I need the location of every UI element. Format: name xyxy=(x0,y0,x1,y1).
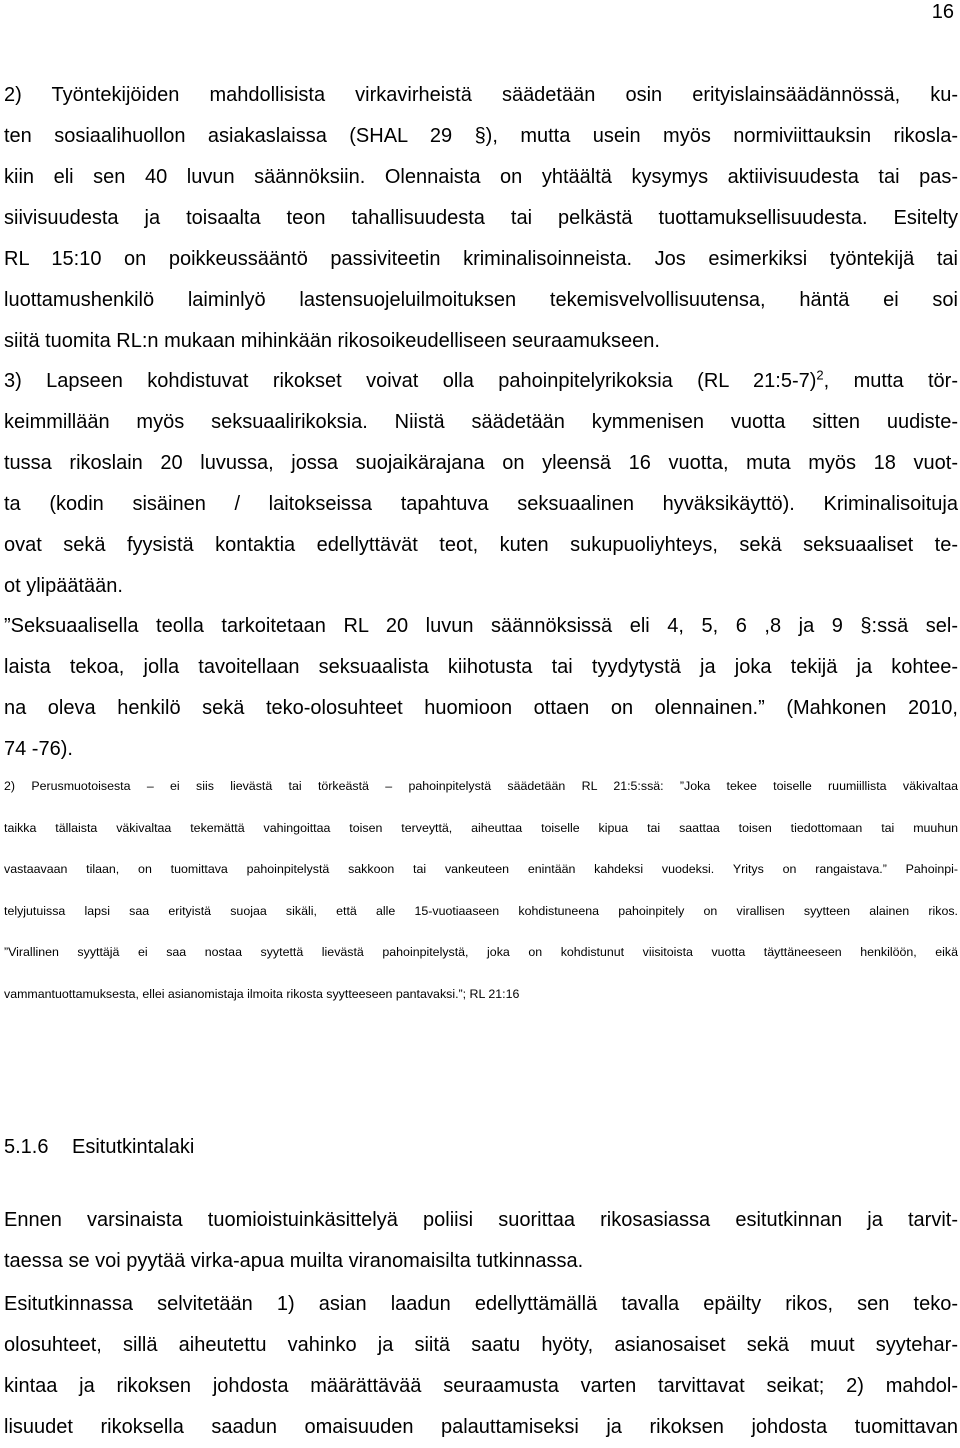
section-title: Esitutkintalaki xyxy=(72,1136,195,1158)
text-line: olosuhteet, sillä aiheutettu vahinko ja siitä saatu hyöty, asianosaiset sekä muut syytehar- xyxy=(4,1334,958,1356)
paragraph-pretrial-scope xyxy=(4,1284,958,1448)
paragraph-official-misconduct xyxy=(4,75,958,362)
text-line: Esitutkinnassa selvitetään 1) asian laadun edellyttämällä tavalla epäilty rikos, sen teko- xyxy=(4,1293,958,1315)
paragraph-pretrial-intro xyxy=(4,1200,958,1282)
section-heading xyxy=(4,1131,194,1163)
footnote-line: taikka tällaista väkivaltaa tekemättä vahingoittaa toisen terveyttä, aiheuttaa toiselle kipua tai saattaa toisen tiedottomaan tai muuhun xyxy=(4,820,958,835)
text-line xyxy=(4,361,958,402)
text-line: keimmillään myös seksuaalirikoksia. Niistä säädetään kymmenisen vuotta sitten uudiste- xyxy=(4,411,958,433)
footnote-line: vammantuottamuksesta, ellei asianomistaja ilmoita rikosta syytteeseen pantavaksi.”; RL 21:16 xyxy=(4,986,520,1001)
text-segment: , mutta tör- xyxy=(823,370,958,392)
text-line: na oleva henkilö sekä teko-olosuhteet huomioon ottaen on olennainen.” (Mahkonen 2010, xyxy=(4,697,958,719)
text-line: ”Seksuaalisella teolla tarkoitetaan RL 20 luvun säännöksissä eli 4, 5, 6 ,8 ja 9 §:ssä sel- xyxy=(4,615,958,637)
footnote-line: telyjutuissa lapsi saa erityistä suojaa sikäli, että alle 15-vuotiaaseen kohdistuneena pahoinpitely on virallisen syytteen alainen rikos. xyxy=(4,903,958,918)
text-line: kiin eli sen 40 luvun säännöksiin. Olennaista on yhtäältä kysymys aktiivisuudesta tai pas- xyxy=(4,166,958,188)
text-line: 74 -76). xyxy=(4,738,73,760)
paragraph-crimes-against-children xyxy=(4,361,958,607)
text-line: tussa rikoslain 20 luvussa, jossa suojaikärajana on yleensä 16 vuotta, muta myös 18 vuot- xyxy=(4,452,958,474)
text-line: kintaa ja rikoksen johdosta määrättävää seuraamusta varten tarvittavat seikat; 2) mahdol- xyxy=(4,1375,958,1397)
text-line: luottamushenkilö laiminlyö lastensuojeluilmoituksen tekemisvelvollisuutensa, häntä ei soi xyxy=(4,289,958,311)
text-line: siitä tuomita RL:n mukaan mihinkään rikosoikeudelliseen seuraamukseen. xyxy=(4,330,660,352)
text-line: 2) Työntekijöiden mahdollisista virkavirheistä säädetään osin erityislainsäädännössä, ku- xyxy=(4,84,958,106)
text-line: laista tekoa, jolla tavoitellaan seksuaalista kiihotusta tai tyydytystä ja joka tekijä ja kohtee- xyxy=(4,656,958,678)
text-line: siivisuudesta ja toisaalta teon tahallisuudesta tai pelkästä tuottamuksellisuudesta. Esitelty xyxy=(4,207,958,229)
footnote-line: vastaavaan tilaan, on tuomittava pahoinpitelystä sakkoon tai vankeuteen enintään kahdeksi vuodeksi. Yritys on rangaistava.” Pahoinpi- xyxy=(4,862,958,876)
footnote xyxy=(4,766,958,1015)
footnote-reference: 2 xyxy=(816,367,824,383)
text-line: ovat sekä fyysistä kontaktia edellyttävät teot, kuten sukupuoliyhteys, sekä seksuaaliset te- xyxy=(4,534,958,556)
section-number: 5.1.6 xyxy=(4,1136,49,1158)
paragraph-quote xyxy=(4,606,958,770)
text-line: Ennen varsinaista tuomioistuinkäsittelyä poliisi suorittaa rikosasiassa esitutkinnan ja tarvit- xyxy=(4,1209,958,1231)
text-line: lisuudet rikoksella saadun omaisuuden palauttamiseksi ja rikoksen johdosta tuomittavan xyxy=(4,1416,958,1438)
page-number: 16 xyxy=(931,1,954,23)
text-line: ot ylipäätään. xyxy=(4,575,123,597)
text-line: ta (kodin sisäinen / laitokseissa tapahtuva seksuaalinen hyväksikäyttö). Kriminalisoituja xyxy=(4,493,958,515)
footnote-line: 2) Perusmuotoisesta – ei siis lievästä tai törkeästä – pahoinpitelystä säädetään RL 21:5:ssä: ”Joka tekee toiselle ruumiillista väkivaltaa xyxy=(4,779,958,793)
text-line: taessa se voi pyytää virka-apua muilta viranomaisilta tutkinnassa. xyxy=(4,1250,584,1272)
text-line: RL 15:10 on poikkeussääntö passiviteetin kriminalisoinneista. Jos esimerkiksi työntekijä tai xyxy=(4,248,958,270)
text-segment: 3) Lapseen kohdistuvat rikokset voivat olla pahoinpitelyrikoksia (RL 21:5-7) xyxy=(4,370,817,392)
text-line: ten sosiaalihuollon asiakaslaissa (SHAL 29 §), mutta usein myös normiviittauksin rikosla- xyxy=(4,125,958,147)
footnote-line: ”Virallinen syyttäjä ei saa nostaa syytettä lievästä pahoinpitelystä, joka on kohdistunut viisitoista vuotta täyttäneeseen henkilöön, eikä xyxy=(4,945,958,959)
